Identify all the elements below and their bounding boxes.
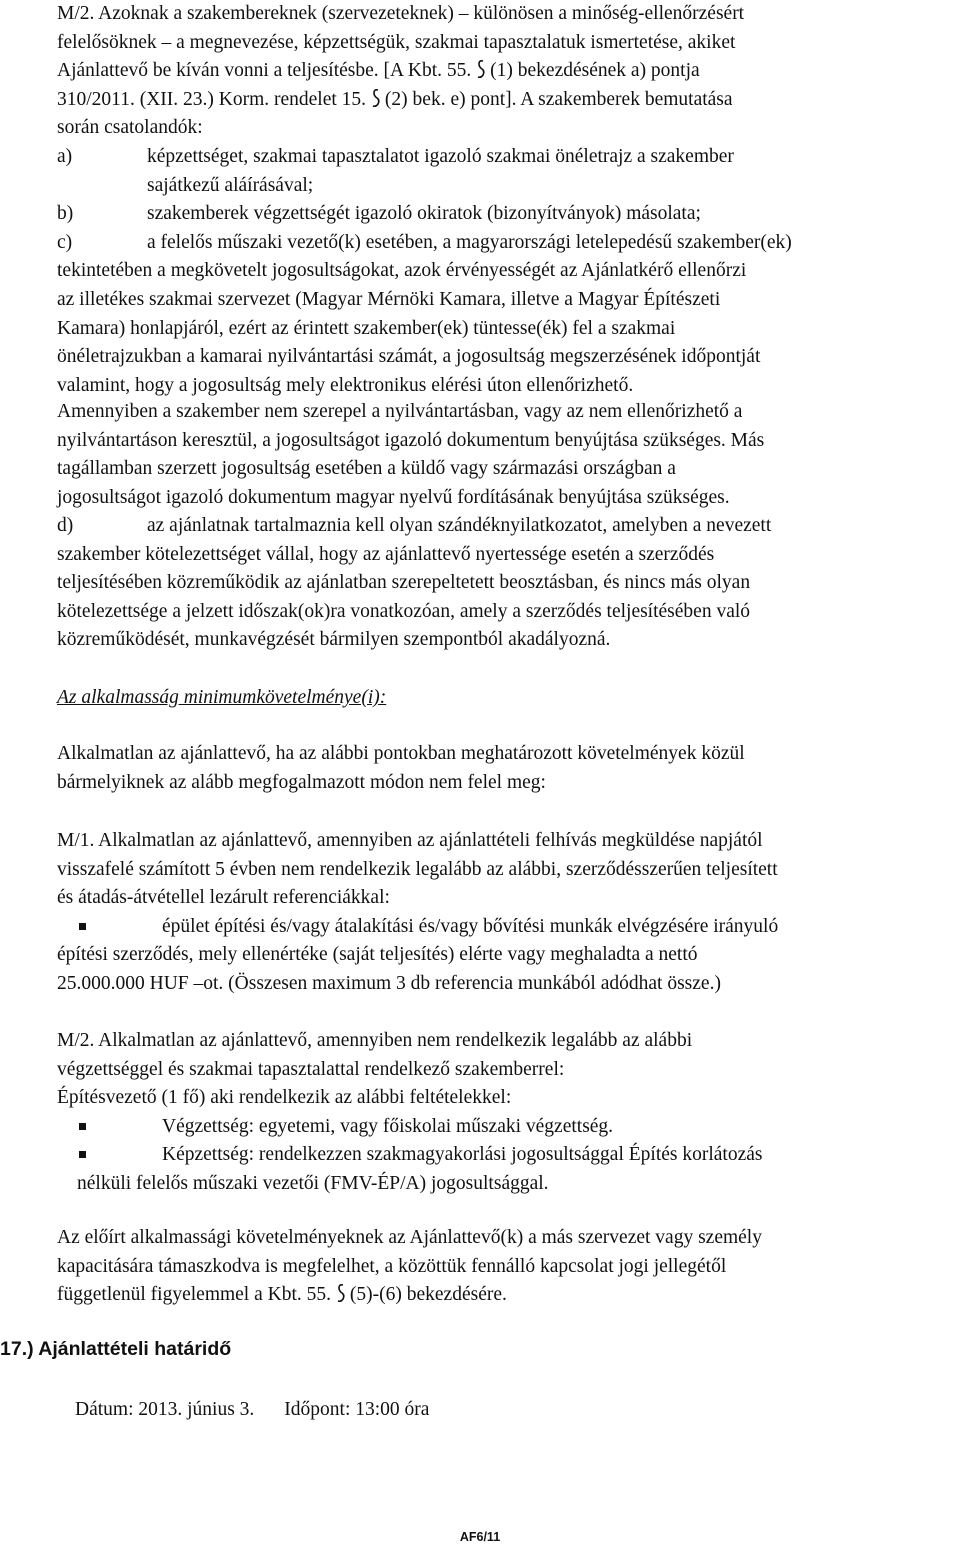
section-sign-icon: [336, 1281, 350, 1310]
list-item: Képzettség: rendelkezzen szakmagyakorlási jogosultsággal Építés korlátozás: [57, 1141, 954, 1170]
attachment-list: a) képzettséget, szakmai tapasztalatot igazoló szakmai önéletrajz a szakember sajátkezű aláírásával; b) szakemberek végzettségét igazoló okiratok (bizonyítványok) másolata; c) a felelős műszaki vezető(k) esetében, a magyarországi letelepedésű szakember(ek) tekintetében a megkövetelt jogosultságokat, azok érvényességét az Ajánlatkérő ellenőrzi az illetékes szakmai szervezet (Magyar Mérnöki Kamara, illetve a Magyar Építészeti Kamara) honlapjáról, ezért az érintett szakember(ek) tüntesse(ék) fel a szakmai önéletrajzukban a kamarai nyilvántartási számát, a jogosultság megszerzésének időpontját valamint, hogy a jogosultság mely elektronikus elérési úton ellenőrizhető.: [57, 143, 954, 400]
list-item-a: a) képzettséget, szakmai tapasztalatot igazoló szakmai önéletrajz a szakember: [57, 146, 734, 167]
list-item-d: d) az ajánlatnak tartalmaznia kell olyan szándéknyilatkozatot, amelyben a nevezett szakember kötelezettséget vállal, hogy az ajánlattevő nyertessége esetén a szerződés teljesítésében közreműködik az ajánlatban szerepeltetett beosztásban, és nincs más olyan kötelezettsége a jelzett időszak(ok)ra vonatkozóan, amely a szerződés teljesítésében való közreműködését, munkavégzését bármilyen szempontból akadályozná.: [57, 515, 772, 651]
text-line: függetlenül figyelemmel a Kbt. 55. (5)-(6) bekezdésére.: [57, 1281, 954, 1310]
date-value: Dátum: 2013. június 3.: [75, 1399, 255, 1420]
section-sign-icon: [476, 57, 490, 86]
text-line: Ajánlattevő be kíván vonni a teljesítésbe. [A Kbt. 55. (1) bekezdésének a) pontja: [57, 57, 954, 86]
list-item-b: b) szakemberek végzettségét igazoló okiratok (bizonyítványok) másolata;: [57, 203, 701, 225]
eloirt-paragraph: Az előírt alkalmassági követelményeknek az Ajánlattevő(k) a más szervezet vagy személy kapacitására támaszkodva is megfelelhet, a közöttük fennálló kapcsolat jogi jellegétől függetlenül figyelemmel a Kbt. 55. (5)-(6) bekezdésére.: [57, 1224, 954, 1310]
m2-intro-paragraph: [57, 0, 954, 143]
deadline-line: [75, 1396, 960, 1425]
section-17-heading: 17.) Ajánlattételi határidő: [0, 1338, 232, 1360]
page-footer: AF6/11: [459, 1530, 501, 1544]
section-sign-icon: [371, 86, 385, 115]
bullet-square-icon: [79, 923, 86, 930]
bullet-square-icon: [79, 1151, 86, 1158]
text-line: 310/2011. (XII. 23.) Korm. rendelet 15. (2) bek. e) pont]. A szakemberek bemutatása: [57, 86, 954, 115]
text-line: során csatolandók:: [57, 117, 203, 139]
list-item: épület építési és/vagy átalakítási és/vagy bővítési munkák elvégzésére irányuló: [57, 913, 954, 942]
text-line: M/2. Azoknak a szakembereknek (szervezeteknek) – különösen a minőség-ellenőrzésért: [57, 3, 745, 24]
m1-requirement: M/1. Alkalmatlan az ajánlattevő, amennyiben az ajánlattételi felhívás megküldése napjától visszafelé számított 5 évben nem rendelkezik legalább az alábbi, szerződésszerűen teljesített és átadás-átvétellel lezárult referenciákkal: épület építési és/vagy átalakítási és/vagy bővítési munkák elvégzésére irányuló építési szerződés, mely ellenértéke (saját teljesítés) elérte vagy meghaladta a nettó 25.000.000 HUF –ot. (Összesen maximum 3 db referencia munkából adódhat össze.): [57, 827, 954, 999]
list-item: Végzettség: egyetemi, vagy főiskolai műszaki végzettség.: [57, 1113, 954, 1142]
time-value: Időpont: 13:00 óra: [284, 1399, 430, 1420]
m2-requirement: M/2. Alkalmatlan az ajánlattevő, amennyiben nem rendelkezik legalább az alábbi végzettséggel és szakmai tapasztalattal rendelkező szakemberrel: Építésvezető (1 fő) aki rendelkezik az alábbi feltételekkel: Végzettség: egyetemi, vagy főiskolai műszaki végzettség. Képzettség: rendelkezzen szakmagyakorlási jogosultsággal Építés korlátozás nélküli felelős műszaki vezetői (FMV-ÉP/A) jogosultsággal.: [57, 1027, 954, 1199]
list-item-c: c) a felelős műszaki vezető(k) esetében, a magyarországi letelepedésű szakember(ek): [57, 231, 792, 253]
min-requirements-heading: Az alkalmasság minimumkövetelménye(i):: [57, 687, 387, 708]
bullet-square-icon: [79, 1123, 86, 1130]
alkalmatlan-paragraph: Alkalmatlan az ajánlattevő, ha az alábbi pontokban meghatározott követelmények közül bármelyiknek az alább megfogalmazott módon nem felel meg:: [57, 743, 745, 793]
text-line: felelősöknek – a megnevezése, képzettségük, szakmai tapasztalatuk ismertetése, akiket: [57, 31, 736, 53]
amennyiben-paragraph: Amennyiben a szakember nem szerepel a nyilvántartásban, vagy az nem ellenőrizhető a nyilvántartáson keresztül, a jogosultságot igazoló dokumentum benyújtása szükséges. Más tagállamban szerzett jogosultság esetében a küldő vagy származási országban a jogosultságot igazoló dokumentum magyar nyelvű fordításának benyújtása szükséges.: [57, 401, 765, 508]
